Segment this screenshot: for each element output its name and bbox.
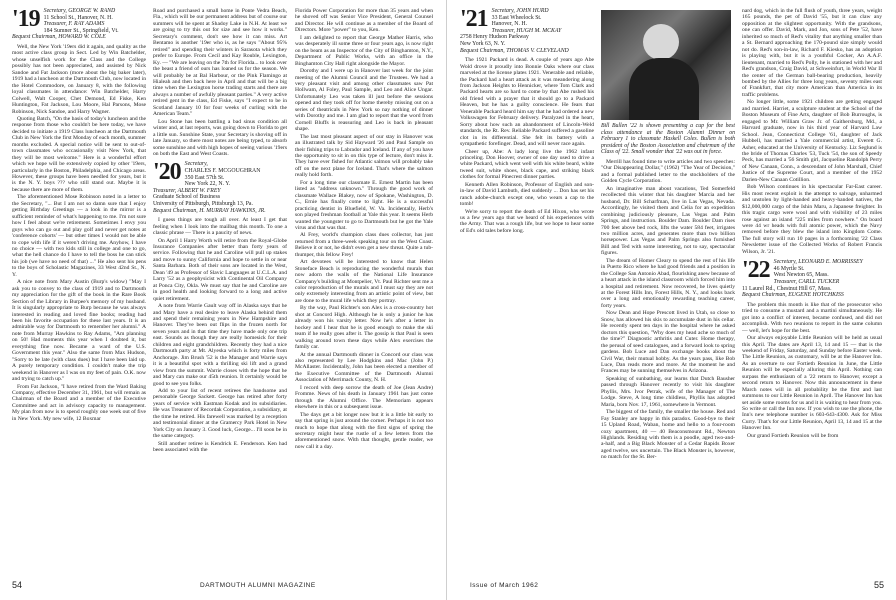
column-5 xyxy=(601,8,735,580)
class-year-1919: '19 xyxy=(12,8,40,32)
paragraph: For a long time our classmate E. Ernest Martin has been listed as "address unknown." Through the good work of classmate Wallace Blakey, now of Spokane, Washington, D. C., Ernie has finally come to light. He is a successful practicing dentist in Bluefield, W. Va. Incidentally, Herb's son played freshman football at Yale this year. It seems Herb wanted the youngster to go to Dartmouth but he got the Yale virus and that was that. xyxy=(295,179,433,231)
paragraph: Our grand Fortieth Reunion will be from xyxy=(747,432,839,439)
column-2 xyxy=(153,8,287,580)
secretary-name: CHARLES F. MCGOUGHRAN xyxy=(184,168,261,175)
paragraph: From Fat Jackson, "I have retired from the Ward Baking Company, effective December 31, 1961, but will remain as Chairman of the Board and a member of the Executive Committee and act in advisory capacity to management. My plan from now is to spend roughly one week out of five in New York. My new wife, 12 Boxmar xyxy=(12,383,146,422)
class-1921-header xyxy=(460,8,594,54)
paragraph: Dorothy and I were up in Hanover last week for the joint meeting of the Alumni Council and the Trustees. We had a very pleasant visit and among other classmates saw Pat Hollwam, Al Foley, Paul Sample, and Leo and Alice Ungar. Unfortunately Leo was taken ill just before the sessions opened and they took off for home thereby missing out on a series of theatricals in New York so nay nothing of dinner with Dorothy and me. I am glad to report that the word from Cornell Bluffs is reassuring and Leo is back in pleasant shape. xyxy=(295,68,433,133)
treasurer-address: Graduate School of Business University of Pittsburgh, Pittsburgh 13, Pa. xyxy=(153,194,253,207)
paragraph: We're sorry to report the death of Ed Hixon, who wrote us a few years ago that we heard of his experiences with the Army. That was a rough life, but we hope to hear some of Ed's old tales before long. xyxy=(460,208,594,234)
paragraph: At the annual Dartmouth dinner in Concord our class was also represented by Lee Hodgkins and Mac (John P.) McAllaster. Incidentally, John has been elected a member of the Executive Committee of the Dartmouth Alumni Association of Merrimack County, N. H. xyxy=(295,351,433,384)
paragraph: A nice note from Mary Austin (Burp's widow) "May I ask you to convey to the class of 1919 and to Dartmouth my appreciation for the gift of the book in the Rare Book Section of the Library in Burpee's memory of my husband. It is singularly appropriate to Burp because he was always interested in reading and loved fine books; reading had been his favorite occupation for these last years. It is an admirable way for Dartmouth to remember her alumni." A note from Murray Hawkins to Ray Adams, "Am planning on 50! Had moments this year when I doubted it, but everything fine now. Became a ward of the U.S. Government this year." Also the same from Max Hudson, "Sorry to be late (with class dues) but I have been laid up. A purely temporary condition. I couldn't make the trip weekend in Hanover as I was on my feet of pain. O.K. now and trying to catch up." xyxy=(12,279,146,383)
running-footer: Issue of March 1962 xyxy=(470,582,539,589)
paragraph: The 1921 Packard is dead. A couple of years ago Abe Wold drove it proudly into Bonnie Oaks where our class marveled at the license plates 1921. Venerable and reliable, the Packard had a heart attack as it was meandering along from Jackson Heights to Hennicker, where Tom Clark and Packard hearts are so hard to come by that Abe rushed his old friend with a prayer that it should go to a Packard Heaven, but he has a guilty conscience. He fears that Venerable Packard heard him say that he had ordered a new Volkswagen for February delivery. Paralyzed in the heart, Sorry about how such an abandonment of Lincoln-Weld standards, the Rt. Rev. Reliable Packard suffered a gasoline clot in its differential. She felt its battery with a sympathetic forefinger. Dead, and will never race again. xyxy=(460,57,594,148)
paragraph: By the way, Paul Richter's son Alex is a cross-country hot shot at Concord High. Although he is only a junior he has already won his varsity letter. Now he's after a letter in hockey and I hear that he is good enough to make the ski team if he really goes after it. The gossip is that Paul is seen walking around town these days while Alex exercises the family car. xyxy=(295,305,433,351)
right-page xyxy=(450,0,896,600)
secretary-address: 46 Myrtle St. West Newton 65, Mass. xyxy=(773,265,829,279)
treasurer-line: Treasurer, HUGH M. MCKAY xyxy=(491,27,562,34)
paragraph: Road and purchased a small home in Ponte Vedra Beach, Fla., which will be our permanent address but of course our summers will be spent at Shadoy Lake in N.H. At least we are going to try this out for size and see how it works." Secretary's comment, don't see how it can miss. Art Bentamo is another '19er who is, as he says "About 95% retired" and spending their winters in Sarasota which they prefer to Europe. From Cecil and Kay Rouble, Lexington, Ky. — "We are leaving on the 7th for Florida... to look over the beast a friend of ours has loaned us for the season. We will probably be at Bal Harbour, or the Pink Flamingo at Hialeah and then back here in April and that will be a big time when the Lexington horse trading starts and there are always a number of awfully pleasant parties." A very active retired gent in the class, Ed Fiske, says "I expect to be in Scotland January 10 for four weeks of curling with the American Team." xyxy=(153,8,287,118)
treasurer-line: Treasurer, CARLL TUCKER xyxy=(773,279,840,285)
class-1922-header xyxy=(742,259,882,299)
class-year-1921: '21 xyxy=(460,8,488,32)
left-page xyxy=(0,0,447,600)
secretary-address: 11 School St., Hanover, N. H. xyxy=(43,14,113,21)
paragraph: Kenneth Allen Robinson, Professor of English and son-in-law of David Lambuth, died suddenly ... Don has set his ranch adobe-church except one, who wears a cap to the tomb! xyxy=(460,181,594,208)
running-footer: DARTMOUTH ALUMNI MAGAZINE xyxy=(200,582,316,589)
secretary-line: Secretary, xyxy=(184,161,208,168)
paragraph: Cheer up, Abe: A lady long live the 1962 infant princeling. Don Hoover, owner of one day used to drive a white Packard, which went well with his white beard, white tweed suit, white shoes, black cape, and striking black clothes for formal Pinecrest dinner parties. xyxy=(460,148,594,181)
treasurer-line: Treasurer, ALBERT W. FREY xyxy=(153,187,221,194)
paragraph: The days get a bit longer now but it is a little bit early to say that spring is just around the corner. Perhaps it is not too much to hope that along with the first signs of spring the secretary might hear the rustle of a few letters from the aforementioned snow. With that thought, gentle reader, we now call it a day. xyxy=(295,411,433,450)
paragraph: On April 1 Harry Worth will retire from the Royal-Globe Insurance Companies after better than forty years of service. Following that he and Caroline will pull up stakes and move to sunny California and hope to settle in or near Santa Barbara. Both of their sons are located in the West, Dean '49 as Professor of Slavic Languages at U.C.L.A. and Larry '52 as a geophysicist with Continental Oil Company at Ponca City, Okla. We must say that he and Caroline are in good health and looking forward to a long and active quiet retirement. xyxy=(153,237,287,302)
page-number: 55 xyxy=(873,580,884,590)
secretary-line: Secretary, JOHN HURD xyxy=(491,8,549,14)
bequest-line: Bequest Chairman, EUGENE HOTCHKISS xyxy=(742,292,844,299)
paragraph: Still another retiree is Kendrick E. Fenderson. Ken had been associated with the xyxy=(153,440,287,454)
paragraph: An imaginative man about vacations, Ted Somerfeld recollected this winter that his daughter Marcia and her husband, Dr. Bill Scharfman, live in Las Vegas, Nevada. Accordingly, he visited them and Celia for an expedition combining judiciously pleasure, Las Vegas and Palm Springs, and instruction. Boulder Dam. Boulder Dam rises 700 feet above bed rock, lifts the water 584 feet, irrigates two million acres, and generates more than two billion horsepower. Las Vegas and Palm Springs also furnished Bill and Ted with some interesting, not to say, spectacular figures. xyxy=(601,185,735,257)
paragraph: I am delighted to report that George Mather Harris, who was desperately ill some three or four years ago, is now right on the beam as an Inspector of the City of Binghamton, N.Y., Department of Public Works, with an office in the Binghamton City Hall right alongside the Mayor. xyxy=(295,34,433,67)
secretary-address: 350 East 57th St. New York 22, N. Y. xyxy=(184,174,231,188)
bequest-line: Bequest Chairman, THOMAS V. CLEVELAND xyxy=(460,47,569,54)
paragraph: Speaking of sunbathing, our learns that Dutch Bausher passed through Hanover recently to visit his daughter Phyllis, Mrs. Ivor Petrak, wife of the Manager of The Lodge. Steve, A long time childless, Phyllis has adopted Maria, born Nov. 17, 1961, somewhere in Vermont. xyxy=(601,375,735,408)
paragraph: Merrill has found time to write articles and two speeches: "Our Disappearing Dollar," (1962) "The Year of Decision," and a formal published letter to the stockholders of the Golden Cycle Corporation. xyxy=(601,158,735,185)
bequest-line: Bequest Chairman, H. MURRAY HAWKINS, JR. xyxy=(153,207,266,214)
secretary-line: Secretary, GEORGE W. RAND xyxy=(43,8,116,14)
paragraph: Bob Wilson continues in his spectacular Far-East career. His most recent exploit is the attempt to salvage, unharmed and unstolen by light-handed and heavy-handed natives, the $12,000,000 cargo of the Ishin Maru, a Japanese freighter. In this tragic cargo were wool and with visibility of 23 miles rose against an island "225 miles from nowhere." On board were 44 wr heads with full atomic power, which the Navy removed before they blew the island into Kingdom Come. The full story will run 10 pages in a forthcoming '22 Class Newsletter issue of the Collected Works of Robert Francis Wilson, Jr. '21. xyxy=(742,184,882,255)
paragraph: Our always enjoyable Little Reunion will be held as usual this April. The dates are April 13, 14 and 15 — that is the weekend of Friday, Saturday, and Sunday before Easter week. The Little Reunion, as customary, will be at the Hanover Inn. As an overture to our Fortieth Reunion in June, the Little Reunion will be especially alluring this April. Nothing can surpass the enthusiasm of a '22 return to Hanover, except a second return to Hanover. Now this announcement in these March notes will in all probability be the first and last summons to our Little Reunion in April. The Hanover Inn has set aside some rooms for us and it is waiting to hear from you. So write or call the Inn now. If you wish to use the phone, the Inn's new telephone number is 603-643-4300. Ask for Miss Curry. That's for our Little Reunion, April 13, 14 and 15 at the Hanover Inn. xyxy=(742,335,882,432)
paragraph: The aforementioned Mose Robinson noted in a letter to the Secretary, "... But I am not so damn sure that I enjoy getting Birthday Greetings — a look in the mirror is a sufficient reminder of what's happening to me. I'm not sure how I feel about we're retirement. Sometimes I envy you guys who can go out and play golf and never get notes at 'conference cohorts' — but other times I would not be able to cope with life if it weren't driving me. Anyhow, I have no choice — with two kids still in college and one to go, what the hell chance do I have to tell the boss he can stick his job (we have no need of that) ..." He also sent his pens to the boys of Scholastic Magazines, 33 West 42nd St., N. Y. xyxy=(12,194,146,278)
secretary-line: Secretary, LEONARD E. MORRISSEY xyxy=(773,259,863,266)
page-number: 54 xyxy=(12,580,23,590)
paragraph: The problem this month is like that of the prosecutor who tried to consume a mustard and a martini simultaneously. He got into a conflict of interest, became confused, and did not accomplish. With two reunions to report in the same column — well, let's hope for the best. xyxy=(742,301,882,334)
person-body-shape xyxy=(629,58,699,120)
class-1920-header xyxy=(153,161,287,214)
paragraph: Quoting Batch, "On the basis of today's luncheon and the response from those who couldn't be here today, we have decided to initiate a 1919 Class luncheon at the Dartmouth Club in New York the first Monday of each month, summer months excluded. A special notice will be sent to out-of-town classmates who occasionally visit New York, that they will be most welcome." Here is a wonderful effort which we hope will be extensively copied by other '19ers, particularly in the Boston, Philadelphia, and Chicago areas. However, these groups have been needled for years, but it is the N. Y. boys ??? who still stand out. Maybe it is because there are more of them. xyxy=(12,115,146,193)
column-1 xyxy=(12,8,146,580)
paragraph: Well, the New York '19ers did it again, and quality as the most active class group in Sect. Led by Win Batchelder, whose unselfish work for the Class and the College possibly has not been appreciated, and assisted by Nick Sandoe and Fat Jackson (more about the big baker later), 1919 had a luncheon at the Dartmouth Club, now located in the Hotel Commodore, on January 8, with the following loyal classmates in attendance: Win Batchelder, Harry Colwell, Walt Cooper, Chet Demond, Ed Fiske, Ken Huntington, Fat Jackson, Lou Moore, Hal Parsons, Mose Robinson, Nick Sandoe, and Harry Wagner. xyxy=(12,43,146,115)
treasurer-address: 2758 Henry Hudson Parkway New York 63, N. Y. xyxy=(460,34,529,47)
column-6 xyxy=(742,8,882,580)
paragraph: The dream of Homer Cleary to spend the rest of his life in Puerto Rico where he had good friends and a position in the College San Antonio Abad, flourishing anew because of a heart attack in the island classroom which forced him into a hospital and retirement. Now recovered, he lives quietly at the Forest Hills Inn, Forest Hills, N. Y., and looks back over a long and emotionally rewarding teaching career, forty years. xyxy=(601,257,735,309)
column-4 xyxy=(460,8,594,580)
paragraph: The biggest of the family, the smaller the house. Red and Fay Stanley are happy in this paradox. Good-bye to their 15 Upland Road, Waban, home and hello to a four-room cozy apartment, 40 — 40 Beaconsmount Rd., Newton Highlands. Residing with them is a poodle, aged two-and-a-half, and a Big Black Monster of a Cedar Rapids Boxer aged twelve, sex uncertain. The Black Monster is, however, no match for the St. Ber- xyxy=(601,409,735,461)
photo-caption: Bill Bullen '22 is shown presenting a cup for the best class attendance at the Boston Alumni Dinner on February 1 to classmate Haskell Coles. Bullen is both president of the Boston Association and chairman of the Class of '22. Small wonder that '22 was out in force. xyxy=(601,123,735,156)
secretary-address: 33 East Wheelock St. Hanover, N. H. xyxy=(491,14,542,28)
paragraph: The last most pleasant aspect of our stay in Hanover was an illustrated talk by Sid Hayward '26 and Paul Sample on their fishing trips to Labrador and Iceland. If any of you have the opportunity to sit in on this type of lecture, don't miss it. They have ever fished for Atlantic salmon will probably take off on the next plane for Iceland. That's where the salmon really hold forth. xyxy=(295,133,433,179)
treasurer-address: 184 Sumner St., Springfield, Vt. xyxy=(43,27,119,34)
class-year-1920: '20 xyxy=(153,161,181,186)
paragraph: I guess things are tough all over. At least I get that feeling when I look into the mailbag this month. To one a classic phrase — There is a paucity of news. xyxy=(153,217,287,237)
paragraph: Florida Power Corporation for more than 35 years and when he shoved off was Senior Vice President, General Counsel and Director. He will continue as a member of the Board of Directors. More "power" to you, Ken. xyxy=(295,8,433,34)
paragraph: I record with deep sorrow the death of Joe (Jean Andre) Fromme. News of his death in January 1961 has just come through the Alumni Office. The Memoriam appears elsewhere in this or a subsequent issue. xyxy=(295,384,433,411)
treasurer-line: Treasurer, F. RAY ADAMS xyxy=(43,21,105,28)
class-year-1922: '22 xyxy=(742,259,770,284)
treasurer-address: 11 Laurel Rd., Chestnut Hill 67, Mass. xyxy=(742,285,832,292)
paragraph: Add to your list of recent retirees the handsome and personable George Sackett. George has retired after forty years of service with Eastman Kodak and its subsidiaries. He was Treasurer of Recordak Corporation, a subsidiary, at the time he retired. His farewell was marked by a reception and testimonial dinner at the Gramercy Park Hotel in New York City on January 3. Good luck, George... I'll soon be in the same category. xyxy=(153,387,287,440)
paragraph: No longer little, some 1921 children are getting engaged and married. Harriet, a sculpture student at the School of the Boston Museum of Fine Arts, daughter of Bob Burroughs, is engaged to Mr. William Graw Jr. of Gaithersburg, Md., a Harvard graduate, now in his third year of Harvard Law School. Jean, Connecticut College '61, daughter of Jack Hubbell, has married a Yale commercial artist, Everett G. Asher, educated at the University of Kentucky. Liz Seglund is the bride of Thomas Charles '53, Tuck '54, the son of Speedy Peck, has married a '56 Smith girl, Jacqueline Randolph Perry of New Canaan, Conn., a descendant of John Marshall, Chief Justice of the Supreme Court, and a member of the 1952 Darien-New Canaan Cotillion. xyxy=(742,99,882,183)
paragraph: Art devotees will be interested to know that Helen Stoneface Beach is reproducing the wonderful murals that now adorn the walls of the National Life Insurance Company's building at Montpelier, Vt. Paul Richter sent me a color reproduction of the murals and I must say they are not only extremely interesting from an artistic point of view, but are done to the mural life which they portray. xyxy=(295,259,433,304)
person-head-shape xyxy=(643,24,679,60)
paragraph: Lou Stone has been battling a bad sinus condition all winter and, at last reports, was going down to Florida to get a little sun. Sunshine State, your Secretary is shoving off in late January, so there most notes are being typed, to absorb some sunshine and with high hopes of seeing various '19ers on both the East and West Coasts. xyxy=(153,118,287,157)
paragraph: nard dog, which in the full flush of youth, three years, weight 165 pounds, the pet of David '55, but it can claw any opposition at the slightest opportunity. With the grandsons, one can offer. David, Mark, and Jon, sons of Pete '52, have inherited so much of Red's vitality that anything smaller than a St. Bernard approaching the 170-pound size simply would not do. Red's son-in-law, Richard F. Kiesko, has an adoption is playing with, but it is a youthful Cocker, An A.A.F. lieutenant, married to Red's Polly, he is stationed with her and Red's grandson, Craig David, at Schweinfurt, in World War II the center of the German ball-bearing production, heavily bombed by the Allies for three long years, seventy miles east of Frankfurt, that city more American than America in its traffic problems. xyxy=(742,8,882,98)
paragraph: Al Frey, world's champion class dues collector, has just returned from a three-week speaking tour on the West Coast. Believe it or not, he didn't even get a new threat. Quite a tub-thumper, this fellow Frey! xyxy=(295,232,433,258)
paragraph: Now Dean and Hope Prescott lived in Utah, so close to Snow, has allowed his skis to accumulate dust in his cellar. He recently spent ten days in the hospital where he asked doctors this question, "Why does my head ache so much of the time?" Diagnostic arthritis and Cuter. Home therapy, the perusal of seed catalogues, and a forward look to spring gardens. Bob Luce and Dan exchange books about the Civil War, their mutual hobby. As the years pass, like Bob Luce, Dan reads more and more. At the moment he and Frances may be sunning themselves in Arizona. xyxy=(601,310,735,375)
paragraph: A note from Warrie Gault way off in Alaska says that he and Mary have a real desire to leave Alaska behind them and spend their remaining years in New Hampshire and Hanover. They've been out flips in the frozen north for seven years and in that time they have made only one trip east. Sounds as though they are really homesick for their children and eight grandchildren. Recently they had a nice Dartmouth party at Mt. Alyeska which is forty miles from Anchorage. Jim Brush '52 is the Manager and Warrie says it is a beautiful spot with a thrilling ski lift and a grand view from the summit. Warrie closes with the hope that he and Mary can make our 45th reunion. It certainly would be good to see you folks. xyxy=(153,303,287,387)
bequest-line: Bequest Chairman, HOWARD W. COLE xyxy=(12,34,106,41)
class-photo xyxy=(601,10,731,120)
column-3 xyxy=(295,8,433,580)
class-1919-header xyxy=(12,8,146,41)
